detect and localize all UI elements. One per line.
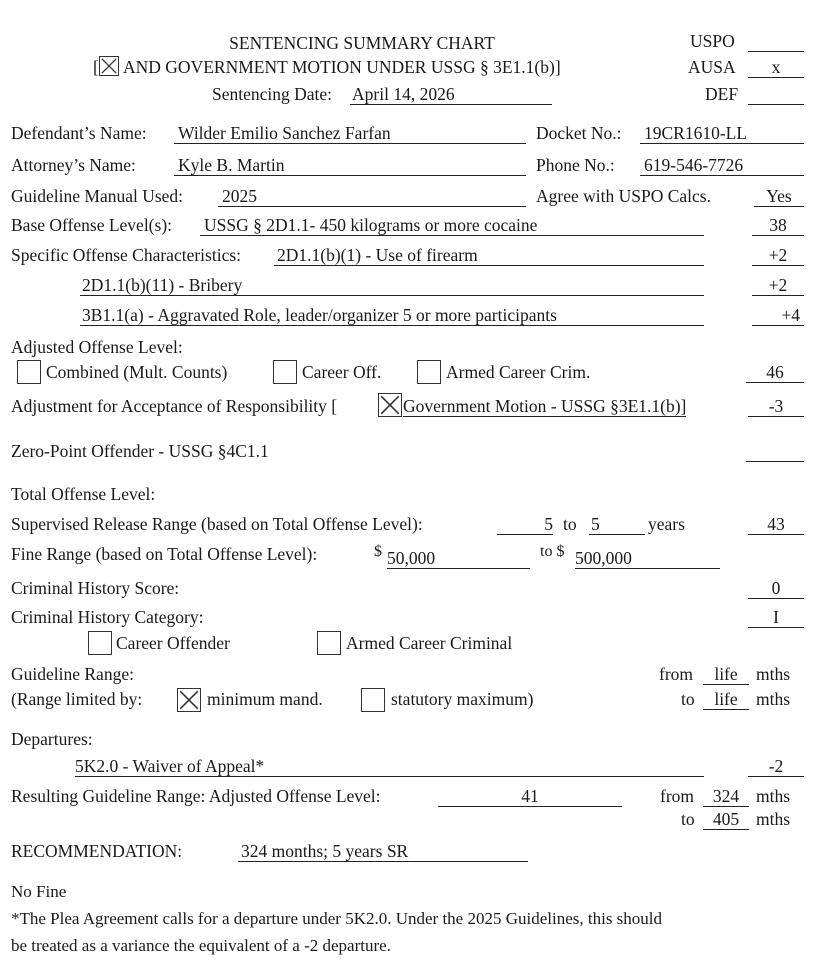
ausa-field[interactable]: x [748, 57, 804, 78]
adjusted-offense-value[interactable]: 46 [746, 362, 804, 383]
soc-item-field[interactable] [80, 275, 704, 296]
resulting-from-unit: mths [756, 786, 791, 806]
docket-field[interactable] [640, 123, 804, 144]
uspo-label: USPO [690, 31, 735, 51]
recommendation-value: 324 months; 5 years SR [241, 841, 409, 861]
sr-to: 5 [591, 514, 600, 534]
sr-unit: years [648, 514, 685, 534]
gr-from-word: from [659, 664, 694, 684]
fine-from-field[interactable] [387, 548, 530, 569]
soc-item-value[interactable]: +2 [752, 245, 804, 266]
ausa-label: AUSA [688, 57, 736, 77]
page-title: SENTENCING SUMMARY CHART [229, 33, 495, 53]
phone-label: Phone No.: [536, 155, 615, 175]
resulting-from-word: from [660, 786, 695, 806]
motion-checkbox[interactable] [99, 56, 119, 76]
departure-item-desc: 5K2.0 - Waiver of Appeal* [75, 756, 265, 776]
agree-field[interactable]: Yes [754, 186, 804, 207]
resulting-to-unit: mths [756, 809, 791, 829]
manual-label: Guideline Manual Used: [11, 186, 184, 206]
defendant-label: Defendant’s Name: [11, 123, 147, 143]
phone-no: 619-546-7726 [644, 155, 744, 175]
x-mark-icon [379, 394, 401, 416]
soc-item-desc: 2D1.1(b)(1) - Use of firearm [277, 245, 478, 265]
soc-item-field[interactable] [274, 245, 704, 266]
gr-from-unit: mths [756, 664, 791, 684]
phone-field[interactable] [640, 155, 804, 176]
minimum-mand-checkbox[interactable] [177, 688, 201, 712]
adjusted-offense-label: Adjusted Offense Level: [11, 337, 183, 357]
ch-category-value[interactable]: I [748, 607, 804, 628]
acceptance-value[interactable]: -3 [748, 396, 804, 417]
soc-label: Specific Offense Characteristics: [11, 245, 242, 265]
soc-item-field[interactable] [80, 305, 704, 326]
sr-from: 5 [544, 514, 553, 534]
sentencing-date-value: April 14, 2026 [352, 84, 455, 104]
recommendation-label: RECOMMENDATION: [11, 841, 183, 861]
def-field[interactable] [748, 84, 804, 105]
combined-label: Combined (Mult. Counts) [46, 362, 228, 382]
statutory-maximum-label: statutory maximum) [391, 689, 534, 709]
soc-item-value[interactable]: +2 [752, 275, 804, 296]
agree-label: Agree with USPO Calcs. [536, 186, 711, 206]
fine-to: 500,000 [575, 548, 632, 568]
career-offender-label: Career Offender [116, 633, 230, 653]
armed-career-criminal-checkbox[interactable] [317, 631, 341, 655]
note-footnote-line1: *The Plea Agreement calls for a departure under 5K2.0. Under the 2025 Guidelines, this should [11, 909, 663, 928]
fine-from-prefix: $ [374, 543, 382, 560]
ch-score-label: Criminal History Score: [11, 578, 180, 598]
zero-point-value[interactable] [746, 441, 804, 462]
note-footnote-line2: be treated as a variance the equivalent of a -2 departure. [11, 936, 391, 955]
range-limited-label: (Range limited by: [11, 689, 143, 709]
fine-to-field[interactable] [575, 548, 720, 569]
gr-to-word: to [681, 689, 695, 709]
note-no-fine: No Fine [11, 882, 67, 901]
resulting-to-value[interactable]: 405 [703, 809, 749, 830]
attorney-name: Kyle B. Martin [178, 155, 285, 175]
manual-field[interactable] [218, 186, 526, 207]
sentencing-date-field[interactable] [350, 84, 552, 105]
career-off-label: Career Off. [302, 362, 382, 382]
departure-item-field[interactable] [75, 756, 704, 777]
armed-career-crim-checkbox[interactable] [417, 360, 441, 384]
base-offense-label: Base Offense Level(s): [11, 215, 173, 235]
acceptance-motion-text: Government Motion - USSG §3E1.1(b)] [403, 396, 687, 416]
uspo-field[interactable] [748, 31, 804, 52]
gr-to-unit: mths [756, 689, 791, 709]
career-off-checkbox[interactable] [273, 360, 297, 384]
ch-category-label: Criminal History Category: [11, 607, 204, 627]
combined-checkbox[interactable] [17, 360, 41, 384]
total-offense-label: Total Offense Level: [11, 484, 156, 504]
motion-label: AND GOVERNMENT MOTION UNDER USSG § 3E1.1(b)] [123, 57, 561, 77]
minimum-mand-label: minimum mand. [207, 689, 323, 709]
attorney-name-field[interactable] [174, 155, 526, 176]
soc-item-value-text: +4 [781, 305, 800, 325]
sr-to-word: to [563, 514, 577, 534]
departures-label: Departures: [11, 729, 93, 749]
base-offense-field[interactable] [200, 215, 704, 236]
soc-item-desc: 3B1.1(a) - Aggravated Role, leader/organizer 5 or more participants [82, 305, 557, 325]
x-mark-icon [178, 689, 200, 711]
recommendation-field[interactable] [238, 841, 528, 862]
career-offender-checkbox[interactable] [88, 631, 112, 655]
docket-label: Docket No.: [536, 123, 622, 143]
departure-item-value[interactable]: -2 [748, 756, 804, 777]
acceptance-motion [403, 396, 686, 417]
sr-from-field[interactable] [497, 514, 553, 535]
armed-career-crim-label: Armed Career Crim. [446, 362, 591, 382]
zero-point-label: Zero-Point Offender - USSG §4C1.1 [11, 441, 269, 461]
sr-label: Supervised Release Range (based on Total Offense Level): [11, 514, 423, 534]
statutory-maximum-checkbox[interactable] [361, 688, 385, 712]
fine-from: 50,000 [387, 548, 436, 568]
total-offense-value[interactable]: 43 [748, 514, 804, 535]
docket-no: 19CR1610-LL [644, 123, 748, 143]
resulting-to-word: to [681, 809, 695, 829]
soc-item-desc: 2D1.1(b)(11) - Bribery [82, 275, 243, 295]
base-offense-desc: USSG § 2D1.1- 450 kilograms or more cocaine [204, 215, 538, 235]
defendant-name: Wilder Emilio Sanchez Farfan [178, 123, 391, 143]
gr-to-value[interactable]: life [703, 689, 749, 710]
fine-label: Fine Range (based on Total Offense Level): [11, 544, 318, 564]
soc-item-value[interactable] [752, 305, 804, 326]
motion-open-bracket: [ [93, 57, 99, 77]
attorney-label: Attorney’s Name: [11, 155, 136, 175]
sentencing-date-label: Sentencing Date: [212, 84, 333, 104]
acceptance-label: Adjustment for Acceptance of Responsibility [ [11, 396, 338, 416]
manual-year: 2025 [222, 186, 257, 206]
guideline-range-label: Guideline Range: [11, 664, 134, 684]
sr-to-field[interactable] [589, 514, 645, 535]
def-label: DEF [705, 84, 739, 104]
resulting-level[interactable]: 41 [438, 786, 622, 807]
defendant-name-field[interactable] [174, 123, 526, 144]
armed-career-criminal-label: Armed Career Criminal [346, 633, 513, 653]
resulting-from-value[interactable]: 324 [703, 786, 749, 807]
ch-score-value[interactable]: 0 [748, 578, 804, 599]
acceptance-checkbox[interactable] [378, 393, 402, 417]
motion-line [93, 57, 99, 77]
x-mark-icon [100, 57, 118, 75]
base-offense-value[interactable]: 38 [752, 215, 804, 236]
resulting-label: Resulting Guideline Range: Adjusted Offense Level: [11, 786, 381, 806]
fine-to-prefix: to $ [540, 543, 565, 560]
gr-from-value[interactable]: life [703, 664, 749, 685]
